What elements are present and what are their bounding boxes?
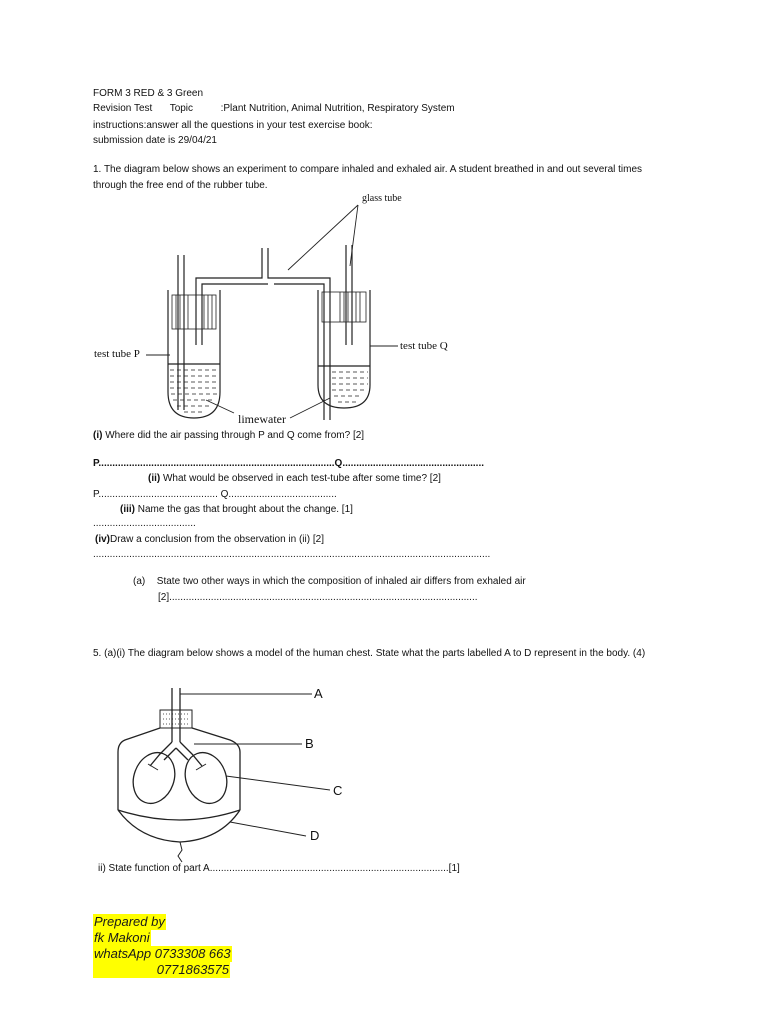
footer-line-phone-2: 0771863575 — [93, 962, 230, 978]
balloon-left — [126, 747, 181, 810]
label-limewater: limewater — [238, 412, 286, 426]
q1-part-iv-answer-line: ............................................................................................................................................... — [93, 549, 491, 560]
string — [178, 842, 182, 862]
label-glass-tube: glass tube — [362, 193, 402, 204]
q1-part-ii-number: (ii) — [148, 473, 161, 484]
q1-part-iii-answer-line: ..................................... — [93, 518, 196, 529]
q1-part-ii-answer-line: P........................................... Q....................................... — [93, 489, 337, 500]
label-c: C — [333, 783, 343, 798]
q5-part-ii: ii) State function of part A......................................................................................[1] — [98, 863, 460, 874]
q1-part-i-text: Where did the air passing through P and Q come from? [2] — [102, 430, 365, 441]
q1-intro: 1. The diagram below shows an experiment to compare inhaled and exhaled air. A student breathed in and out several times through the free end of the rubber tube. — [93, 164, 643, 191]
leader-d — [230, 822, 306, 836]
header-form: FORM 3 RED & 3 Green — [93, 88, 204, 99]
label-a: A — [314, 686, 323, 701]
q1-part-a-answer-line: [2]............................................................................................................... — [158, 592, 478, 603]
q1-part-i-answer-line: P.....................................................................................Q................................................... — [93, 458, 485, 469]
q1-part-iii-number: (iii) — [120, 504, 135, 515]
q1-part-ii-text: What would be observed in each test-tube after some time? [2] — [160, 473, 441, 484]
rubber-sheet-top — [118, 810, 240, 820]
footer-line-prepared: Prepared by — [94, 914, 165, 929]
header-instructions: instructions:answer all the questions in your test exercise book: — [93, 120, 373, 131]
q1-part-iv-number: (iv) — [95, 534, 110, 545]
header-topic-subjects: :Plant Nutrition, Animal Nutrition, Respiratory System — [220, 103, 455, 114]
q1-part-i-number: (i) — [93, 430, 103, 441]
header-topic-label: Topic — [169, 103, 194, 114]
q1-part-a-number: (a) — [133, 576, 146, 587]
label-test-tube-q: test tube Q — [400, 340, 448, 352]
footer-author — [93, 930, 151, 946]
leader-c — [226, 776, 330, 790]
footer-prepared-by — [93, 914, 166, 930]
cork-texture — [163, 714, 189, 724]
footer-line-whatsapp: whatsApp 0733308 663 — [94, 946, 231, 961]
balloon-right — [178, 747, 233, 810]
q1-part-a-text: State two other ways in which the composition of inhaled air differs from exhaled air — [156, 576, 526, 587]
q5-intro: 5. (a)(i) The diagram below shows a model of the human chest. State what the parts labelled A to D represent in the body. (4) — [93, 648, 646, 659]
header-submission-date: submission date is 29/04/21 — [93, 135, 217, 146]
q1-part-iii-text: Name the gas that brought about the change. [1] — [135, 504, 353, 515]
label-d: D — [310, 828, 320, 843]
label-b: B — [305, 736, 314, 751]
q1-part-iv-text: Draw a conclusion from the observation in (ii) [2] — [110, 534, 324, 545]
bell-jar-right — [192, 728, 240, 810]
label-test-tube-p: test tube P — [94, 348, 140, 360]
footer-whatsapp — [93, 946, 232, 962]
footer-phone-2 — [93, 962, 230, 978]
header-revision-label: Revision Test — [93, 103, 153, 114]
footer-line-author: fk Makoni — [94, 930, 150, 945]
